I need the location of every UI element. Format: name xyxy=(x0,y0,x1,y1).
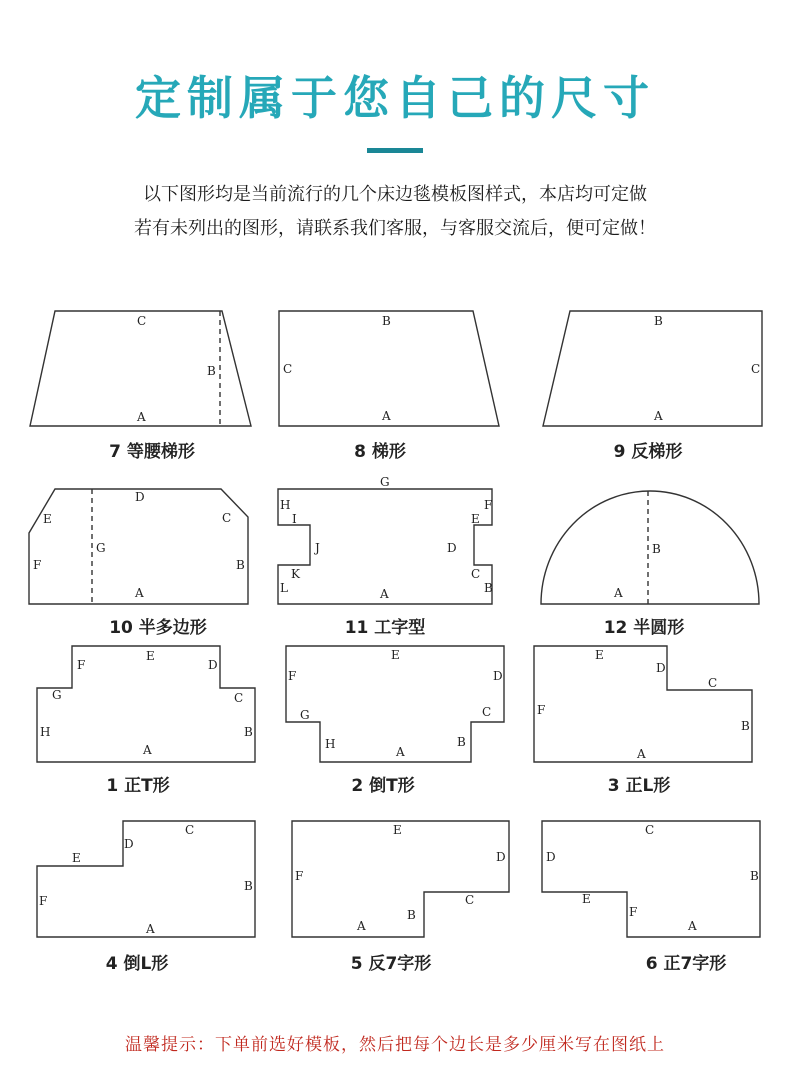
edge-label: C xyxy=(751,362,761,376)
edge-label: C xyxy=(234,691,244,705)
edge-label: C xyxy=(137,314,147,328)
edge-label: J xyxy=(315,541,320,555)
edge-label: A xyxy=(396,745,405,759)
edge-label: F xyxy=(484,498,493,512)
shape-9-labels xyxy=(653,314,760,423)
shape-caption-8: 8 梯形 xyxy=(354,442,406,462)
edge-label: B xyxy=(484,581,493,595)
edge-label: C xyxy=(185,823,195,837)
shape-caption-1: 1 正T形 xyxy=(106,776,170,796)
edge-label: B xyxy=(457,735,466,749)
page-title: 定制属于您自己的尺寸 xyxy=(135,71,655,125)
edge-label: G xyxy=(52,688,62,702)
edge-label: A xyxy=(637,747,646,761)
edge-label: E xyxy=(595,648,604,662)
edge-label: I xyxy=(292,512,297,526)
shape-caption-10: 10 半多边形 xyxy=(109,618,207,638)
edge-label: G xyxy=(380,475,390,489)
shape-7-outline xyxy=(30,311,251,426)
shape-9-outline xyxy=(543,311,762,426)
edge-label: C xyxy=(465,893,475,907)
edge-label: F xyxy=(629,905,638,919)
edge-label: B xyxy=(244,879,253,893)
edge-label: D xyxy=(656,661,666,675)
shape-3-labels xyxy=(537,648,750,761)
edge-label: F xyxy=(77,658,86,672)
edge-label: F xyxy=(288,669,297,683)
edge-label: C xyxy=(708,676,718,690)
edge-label: G xyxy=(96,541,106,555)
edge-label: L xyxy=(280,581,288,595)
edge-label: B xyxy=(652,542,661,556)
edge-label: D xyxy=(124,837,134,851)
edge-label: A xyxy=(654,409,663,423)
shape-12-outline xyxy=(541,491,759,604)
edge-label: F xyxy=(295,869,304,883)
description-line-1: 以下图形均是当前流行的几个床边毯模板图样式，本店均可定做 xyxy=(143,184,647,205)
edge-label: E xyxy=(391,648,400,662)
shape-2-outline xyxy=(286,646,504,762)
edge-label: C xyxy=(471,567,481,581)
edge-label: A xyxy=(143,743,152,757)
edge-label: A xyxy=(137,410,146,424)
edge-label: D xyxy=(135,490,145,504)
shape-3-outline xyxy=(534,646,752,762)
shape-caption-6: 6 正7字形 xyxy=(645,954,727,974)
edge-label: D xyxy=(493,669,503,683)
edge-label: B xyxy=(741,719,750,733)
edge-label: E xyxy=(393,823,402,837)
shape-8-labels xyxy=(283,314,391,423)
shape-caption-11: 11 工字型 xyxy=(344,618,426,638)
edge-label: A xyxy=(135,586,144,600)
edge-label: A xyxy=(614,586,623,600)
shape-caption-7: 7 等腰梯形 xyxy=(109,442,195,462)
edge-label: A xyxy=(357,919,366,933)
shape-caption-3: 3 正L形 xyxy=(607,776,671,796)
edge-label: D xyxy=(496,850,506,864)
edge-label: F xyxy=(39,894,48,908)
shape-4-labels xyxy=(39,823,253,936)
edge-label: B xyxy=(207,364,216,378)
edge-label: H xyxy=(280,498,291,512)
edge-label: C xyxy=(283,362,293,376)
edge-label: F xyxy=(33,558,42,572)
edge-label: H xyxy=(40,725,51,739)
shape-5-outline xyxy=(292,821,509,937)
edge-label: B xyxy=(407,908,416,922)
shape-caption-4: 4 倒L形 xyxy=(105,954,169,974)
edge-label: B xyxy=(244,725,253,739)
shape-12-labels xyxy=(613,542,661,600)
shape-4-outline xyxy=(37,821,255,937)
edge-label: H xyxy=(325,737,336,751)
edge-label: E xyxy=(471,512,480,526)
shape-6-labels xyxy=(546,823,759,933)
edge-label: F xyxy=(537,703,546,717)
edge-label: E xyxy=(43,512,52,526)
footer-tip: 温馨提示：下单前选好模板，然后把每个边长是多少厘米写在图纸上 xyxy=(125,1035,665,1055)
edge-label: B xyxy=(236,558,245,572)
shape-7-labels xyxy=(136,314,216,424)
edge-label: G xyxy=(300,708,310,722)
shape-5-labels xyxy=(295,823,506,933)
shape-caption-5: 5 反7字形 xyxy=(350,954,432,974)
shape-10-labels xyxy=(33,490,245,600)
shape-11-labels xyxy=(280,475,493,601)
edge-label: E xyxy=(582,892,591,906)
edge-label: A xyxy=(380,587,389,601)
shape-6-outline xyxy=(542,821,760,937)
edge-label: E xyxy=(146,649,155,663)
shape-caption-2: 2 倒T形 xyxy=(351,776,415,796)
shape-caption-9: 9 反梯形 xyxy=(613,442,683,462)
edge-label: D xyxy=(447,541,457,555)
edge-label: A xyxy=(688,919,697,933)
edge-label: D xyxy=(546,850,556,864)
edge-label: C xyxy=(222,511,232,525)
edge-label: B xyxy=(750,869,759,883)
edge-label: C xyxy=(645,823,655,837)
edge-label: K xyxy=(291,567,300,581)
description-line-2: 若有未列出的图形，请联系我们客服，与客服交流后，便可定做！ xyxy=(134,218,656,239)
edge-label: E xyxy=(72,851,81,865)
edge-label: B xyxy=(654,314,663,328)
edge-label: C xyxy=(482,705,492,719)
edge-label: A xyxy=(382,409,391,423)
edge-label: B xyxy=(382,314,391,328)
shape-caption-12: 12 半圆形 xyxy=(603,618,685,638)
edge-label: D xyxy=(208,658,218,672)
edge-label: A xyxy=(146,922,155,936)
